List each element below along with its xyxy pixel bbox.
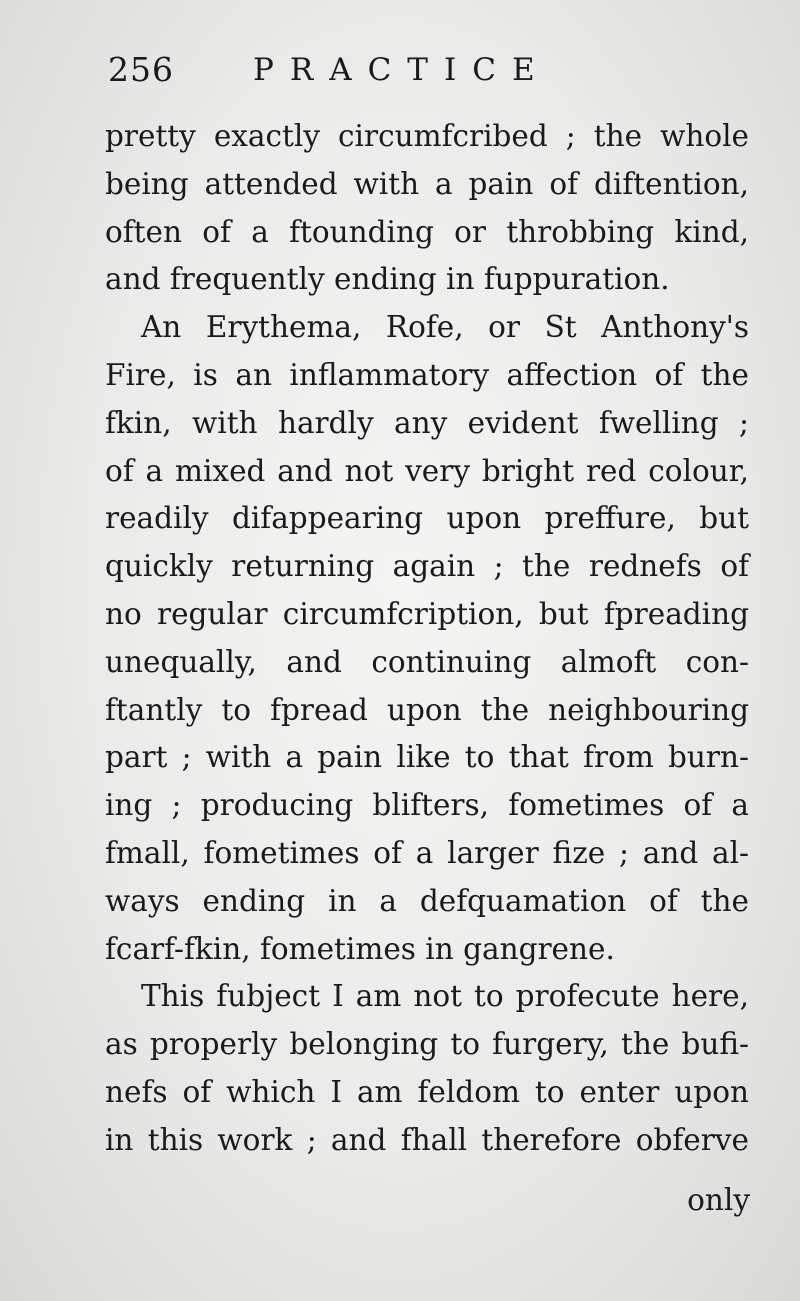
text-line: of a mixed and not very bright red colour,: [105, 453, 749, 488]
text-line: ing ; producing blifters, fometimes of a: [105, 788, 749, 823]
text-line: pretty exactly circumfcribed ; the whole: [105, 119, 749, 153]
text-line: fkin, with hardly any evident fwelling ;: [105, 405, 749, 440]
text-line: often of a ftounding or throbbing kind,: [105, 214, 749, 249]
text-line: fmall, fometimes of a larger fize ; and al-: [105, 835, 749, 870]
catchword: only: [687, 1183, 750, 1217]
body-text: [105, 113, 749, 1165]
text-line: being attended with a pain of diftention,: [105, 166, 749, 201]
text-line: in this work ; and fhall therefore obferve: [105, 1122, 749, 1157]
running-head: PRACTICE: [253, 52, 551, 88]
text-line: ways ending in a defquamation of the: [105, 883, 749, 918]
text-line: unequally, and continuing almoft con-: [105, 644, 749, 679]
text-line: nefs of which I am feldom to enter upon: [105, 1074, 749, 1109]
text-line: ftantly to fpread upon the neighbouring: [105, 692, 749, 727]
text-line: This fubject I am not to profecute here,: [141, 979, 749, 1014]
page-number: 256: [108, 50, 174, 89]
text-line: readily difappearing upon preffure, but: [105, 501, 749, 536]
text-line: and frequently ending in fuppuration.: [105, 262, 670, 297]
text-line: fcarf-fkin, fometimes in gangrene.: [105, 931, 615, 966]
text-line: Fire, is an inflammatory affection of the: [105, 357, 749, 392]
page-header: [108, 48, 628, 92]
text-line: quickly returning again ; the rednefs of: [105, 549, 749, 584]
text-line: An Erythema, Rofe, or St Anthony's: [141, 310, 749, 345]
text-line: no regular circumfcription, but fpreading: [105, 596, 749, 631]
text-line: part ; with a pain like to that from burn-: [105, 740, 749, 775]
text-line: as properly belonging to furgery, the bufi-: [105, 1027, 749, 1062]
